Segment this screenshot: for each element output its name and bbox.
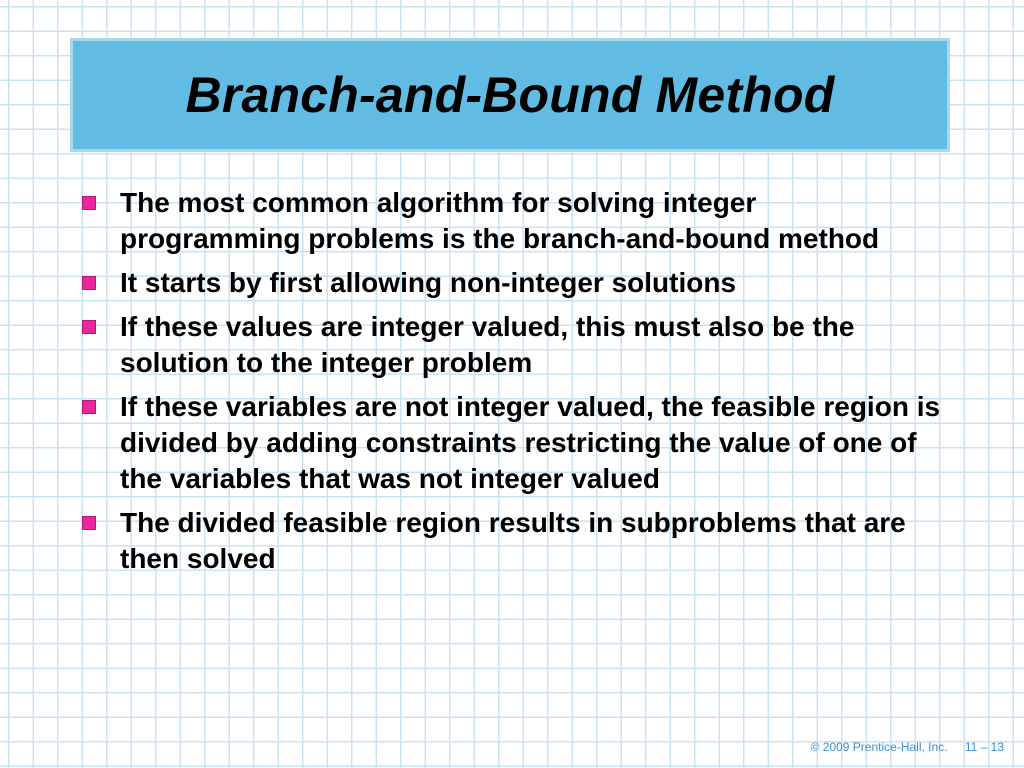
bullet-text: The divided feasible region results in subproblems that are then solved: [120, 507, 906, 574]
bullet-item: [82, 185, 942, 257]
copyright-text: © 2009 Prentice-Hall, Inc.: [810, 740, 948, 754]
title-banner: [70, 38, 950, 152]
square-bullet-icon: [82, 320, 96, 334]
square-bullet-icon: [82, 516, 96, 530]
bullet-item: [82, 505, 942, 577]
bullet-item: [82, 389, 942, 497]
slide-footer: [797, 740, 1004, 754]
bullet-text: The most common algorithm for solving integer programming problems is the branch-and-bound method: [120, 187, 880, 254]
bullet-text: It starts by first allowing non-integer solutions: [120, 267, 737, 298]
slide-title: Branch-and-Bound Method: [185, 67, 835, 123]
square-bullet-icon: [82, 276, 96, 290]
square-bullet-icon: [82, 196, 96, 210]
bullet-item: [82, 309, 942, 381]
bullet-item: [82, 265, 942, 301]
page-number: 11 – 13: [964, 740, 1004, 754]
bullet-list: [82, 185, 942, 585]
bullet-text: If these variables are not integer valued, the feasible region is divided by adding constraints restricting the value of one of the variables that was not integer valued: [120, 391, 941, 494]
bullet-text: If these values are integer valued, this must also be the solution to the integer problem: [120, 311, 855, 378]
square-bullet-icon: [82, 400, 96, 414]
